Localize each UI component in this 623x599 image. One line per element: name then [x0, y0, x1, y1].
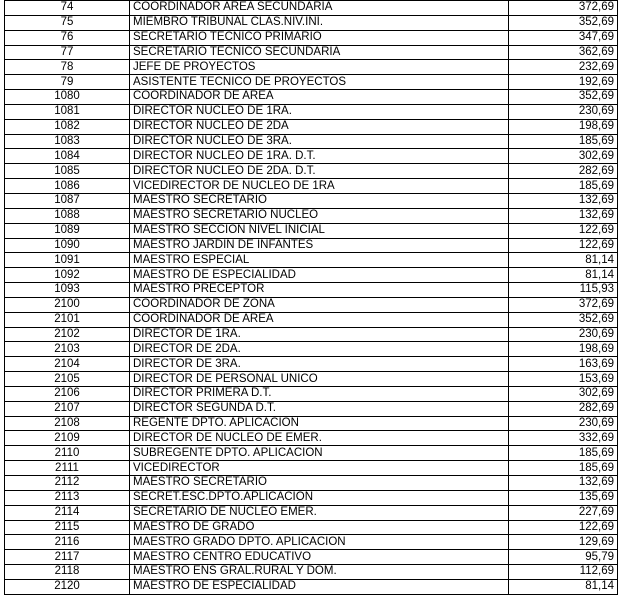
- amount-cell: 282,69: [509, 164, 618, 179]
- position-cell: MAESTRO SECRETARIO NUCLEO: [130, 208, 509, 223]
- code-cell: 2120: [5, 579, 130, 594]
- position-cell: MAESTRO ESPECIAL: [130, 253, 509, 268]
- amount-cell: 198,69: [509, 119, 618, 134]
- position-cell: MIEMBRO TRIBUNAL CLAS.NIV.INI.: [130, 15, 509, 30]
- code-cell: 2108: [5, 416, 130, 431]
- amount-cell: 230,69: [509, 104, 618, 119]
- code-cell: 2100: [5, 297, 130, 312]
- table-row: [5, 75, 618, 90]
- amount-cell: 372,69: [509, 1, 618, 16]
- amount-cell: 81,14: [509, 579, 618, 594]
- position-cell: DIRECTOR DE NUCLEO DE EMER.: [130, 431, 509, 446]
- position-cell: MAESTRO GRADO DPTO. APLICACION: [130, 535, 509, 550]
- table-row: [5, 416, 618, 431]
- amount-cell: 192,69: [509, 75, 618, 90]
- table-row: [5, 579, 618, 594]
- code-cell: 2116: [5, 535, 130, 550]
- position-cell: SECRETARIO TECNICO SECUNDARIA: [130, 45, 509, 60]
- position-cell: DIRECTOR DE 1RA.: [130, 327, 509, 342]
- amount-cell: 132,69: [509, 476, 618, 491]
- position-cell: MAESTRO SECRETARIO: [130, 193, 509, 208]
- position-cell: DIRECTOR DE 3RA.: [130, 357, 509, 372]
- position-cell: VICEDIRECTOR DE NUCLEO DE 1RA: [130, 179, 509, 194]
- amount-cell: 332,69: [509, 431, 618, 446]
- position-cell: MAESTRO CENTRO EDUCATIVO: [130, 550, 509, 565]
- code-cell: 75: [5, 15, 130, 30]
- table-row: [5, 104, 618, 119]
- table-row: [5, 119, 618, 134]
- position-cell: COORDINADOR AREA SECUNDARIA: [130, 1, 509, 16]
- position-cell: MAESTRO SECCION NIVEL INICIAL: [130, 223, 509, 238]
- amount-cell: 95,79: [509, 550, 618, 565]
- position-cell: REGENTE DPTO. APLICACION: [130, 416, 509, 431]
- code-cell: 1089: [5, 223, 130, 238]
- table-row: [5, 372, 618, 387]
- code-cell: 1081: [5, 104, 130, 119]
- code-cell: 2111: [5, 461, 130, 476]
- amount-cell: 362,69: [509, 45, 618, 60]
- code-cell: 1085: [5, 164, 130, 179]
- table-row: [5, 297, 618, 312]
- table-row: [5, 149, 618, 164]
- table-row: [5, 134, 618, 149]
- table-row: [5, 30, 618, 45]
- code-cell: 74: [5, 1, 130, 16]
- table-row: [5, 238, 618, 253]
- position-cell: DIRECTOR PRIMERA D.T.: [130, 386, 509, 401]
- code-cell: 1080: [5, 90, 130, 105]
- code-cell: 2110: [5, 446, 130, 461]
- amount-cell: 372,69: [509, 297, 618, 312]
- code-cell: 1093: [5, 283, 130, 298]
- table-row: [5, 535, 618, 550]
- position-cell: SECRETARIO TECNICO PRIMARIO: [130, 30, 509, 45]
- code-cell: 2102: [5, 327, 130, 342]
- amount-cell: 185,69: [509, 179, 618, 194]
- table-row: [5, 520, 618, 535]
- code-cell: 2103: [5, 342, 130, 357]
- position-cell: SECRET.ESC.DPTO.APLICACION: [130, 490, 509, 505]
- table-row: [5, 401, 618, 416]
- position-cell: DIRECTOR NUCLEO DE 2DA: [130, 119, 509, 134]
- position-cell: MAESTRO SECRETARIO: [130, 476, 509, 491]
- code-cell: 77: [5, 45, 130, 60]
- position-cell: COORDINADOR DE AREA: [130, 312, 509, 327]
- code-cell: 2105: [5, 372, 130, 387]
- amount-cell: 81,14: [509, 268, 618, 283]
- table-row: [5, 550, 618, 565]
- code-cell: 2115: [5, 520, 130, 535]
- table-row: [5, 223, 618, 238]
- amount-cell: 230,69: [509, 416, 618, 431]
- table-row: [5, 312, 618, 327]
- position-cell: DIRECTOR NUCLEO DE 1RA.: [130, 104, 509, 119]
- table-row: [5, 60, 618, 75]
- table-row: [5, 90, 618, 105]
- table-row: [5, 1, 618, 16]
- code-cell: 1086: [5, 179, 130, 194]
- code-cell: 78: [5, 60, 130, 75]
- code-cell: 1083: [5, 134, 130, 149]
- position-cell: MAESTRO DE ESPECIALIDAD: [130, 579, 509, 594]
- table-row: [5, 179, 618, 194]
- position-cell: SUBREGENTE DPTO. APLICACION: [130, 446, 509, 461]
- code-cell: 1092: [5, 268, 130, 283]
- table-row: [5, 208, 618, 223]
- code-cell: 2112: [5, 476, 130, 491]
- code-cell: 1087: [5, 193, 130, 208]
- position-cell: MAESTRO DE GRADO: [130, 520, 509, 535]
- table-row: [5, 431, 618, 446]
- table-row: [5, 268, 618, 283]
- amount-cell: 153,69: [509, 372, 618, 387]
- amount-cell: 122,69: [509, 223, 618, 238]
- code-cell: 2104: [5, 357, 130, 372]
- code-cell: 2118: [5, 565, 130, 580]
- table-row: [5, 164, 618, 179]
- amount-cell: 185,69: [509, 134, 618, 149]
- amount-cell: 112,69: [509, 565, 618, 580]
- amount-cell: 352,69: [509, 90, 618, 105]
- amount-cell: 227,69: [509, 505, 618, 520]
- position-cell: MAESTRO PRECEPTOR: [130, 283, 509, 298]
- amount-cell: 347,69: [509, 30, 618, 45]
- amount-cell: 122,69: [509, 238, 618, 253]
- amount-cell: 302,69: [509, 149, 618, 164]
- amount-cell: 198,69: [509, 342, 618, 357]
- code-cell: 2109: [5, 431, 130, 446]
- code-cell: 2114: [5, 505, 130, 520]
- amount-cell: 232,69: [509, 60, 618, 75]
- table-row: [5, 253, 618, 268]
- table-row: [5, 193, 618, 208]
- position-cell: MAESTRO DE ESPECIALIDAD: [130, 268, 509, 283]
- amount-cell: 132,69: [509, 193, 618, 208]
- code-cell: 1084: [5, 149, 130, 164]
- table-row: [5, 357, 618, 372]
- salary-table: [4, 0, 618, 595]
- table-row: [5, 327, 618, 342]
- table-row: [5, 446, 618, 461]
- amount-cell: 230,69: [509, 327, 618, 342]
- position-cell: COORDINADOR DE AREA: [130, 90, 509, 105]
- amount-cell: 282,69: [509, 401, 618, 416]
- code-cell: 1090: [5, 238, 130, 253]
- position-cell: VICEDIRECTOR: [130, 461, 509, 476]
- position-cell: DIRECTOR DE 2DA.: [130, 342, 509, 357]
- amount-cell: 352,69: [509, 312, 618, 327]
- table-row: [5, 45, 618, 60]
- position-cell: DIRECTOR DE PERSONAL UNICO: [130, 372, 509, 387]
- amount-cell: 129,69: [509, 535, 618, 550]
- amount-cell: 135,69: [509, 490, 618, 505]
- table-row: [5, 386, 618, 401]
- position-cell: DIRECTOR NUCLEO DE 1RA. D.T.: [130, 149, 509, 164]
- code-cell: 2106: [5, 386, 130, 401]
- amount-cell: 122,69: [509, 520, 618, 535]
- table-row: [5, 565, 618, 580]
- code-cell: 79: [5, 75, 130, 90]
- position-cell: DIRECTOR SEGUNDA D.T.: [130, 401, 509, 416]
- amount-cell: 115,93: [509, 283, 618, 298]
- amount-cell: 185,69: [509, 446, 618, 461]
- position-cell: ASISTENTE TECNICO DE PROYECTOS: [130, 75, 509, 90]
- amount-cell: 185,69: [509, 461, 618, 476]
- table-row: [5, 15, 618, 30]
- code-cell: 2101: [5, 312, 130, 327]
- code-cell: 1091: [5, 253, 130, 268]
- position-cell: DIRECTOR NUCLEO DE 3RA.: [130, 134, 509, 149]
- amount-cell: 163,69: [509, 357, 618, 372]
- position-cell: DIRECTOR NUCLEO DE 2DA. D.T.: [130, 164, 509, 179]
- position-cell: SECRETARIO DE NUCLEO EMER.: [130, 505, 509, 520]
- position-cell: COORDINADOR DE ZONA: [130, 297, 509, 312]
- code-cell: 2107: [5, 401, 130, 416]
- table-row: [5, 505, 618, 520]
- code-cell: 1088: [5, 208, 130, 223]
- code-cell: 1082: [5, 119, 130, 134]
- table-row: [5, 461, 618, 476]
- code-cell: 76: [5, 30, 130, 45]
- table-row: [5, 283, 618, 298]
- table-body: [5, 1, 618, 595]
- table-row: [5, 476, 618, 491]
- amount-cell: 81,14: [509, 253, 618, 268]
- amount-cell: 352,69: [509, 15, 618, 30]
- code-cell: 2113: [5, 490, 130, 505]
- position-cell: MAESTRO JARDIN DE INFANTES: [130, 238, 509, 253]
- amount-cell: 302,69: [509, 386, 618, 401]
- amount-cell: 132,69: [509, 208, 618, 223]
- code-cell: 2117: [5, 550, 130, 565]
- position-cell: JEFE DE PROYECTOS: [130, 60, 509, 75]
- table-row: [5, 342, 618, 357]
- table-row: [5, 490, 618, 505]
- position-cell: MAESTRO ENS GRAL.RURAL Y DOM.: [130, 565, 509, 580]
